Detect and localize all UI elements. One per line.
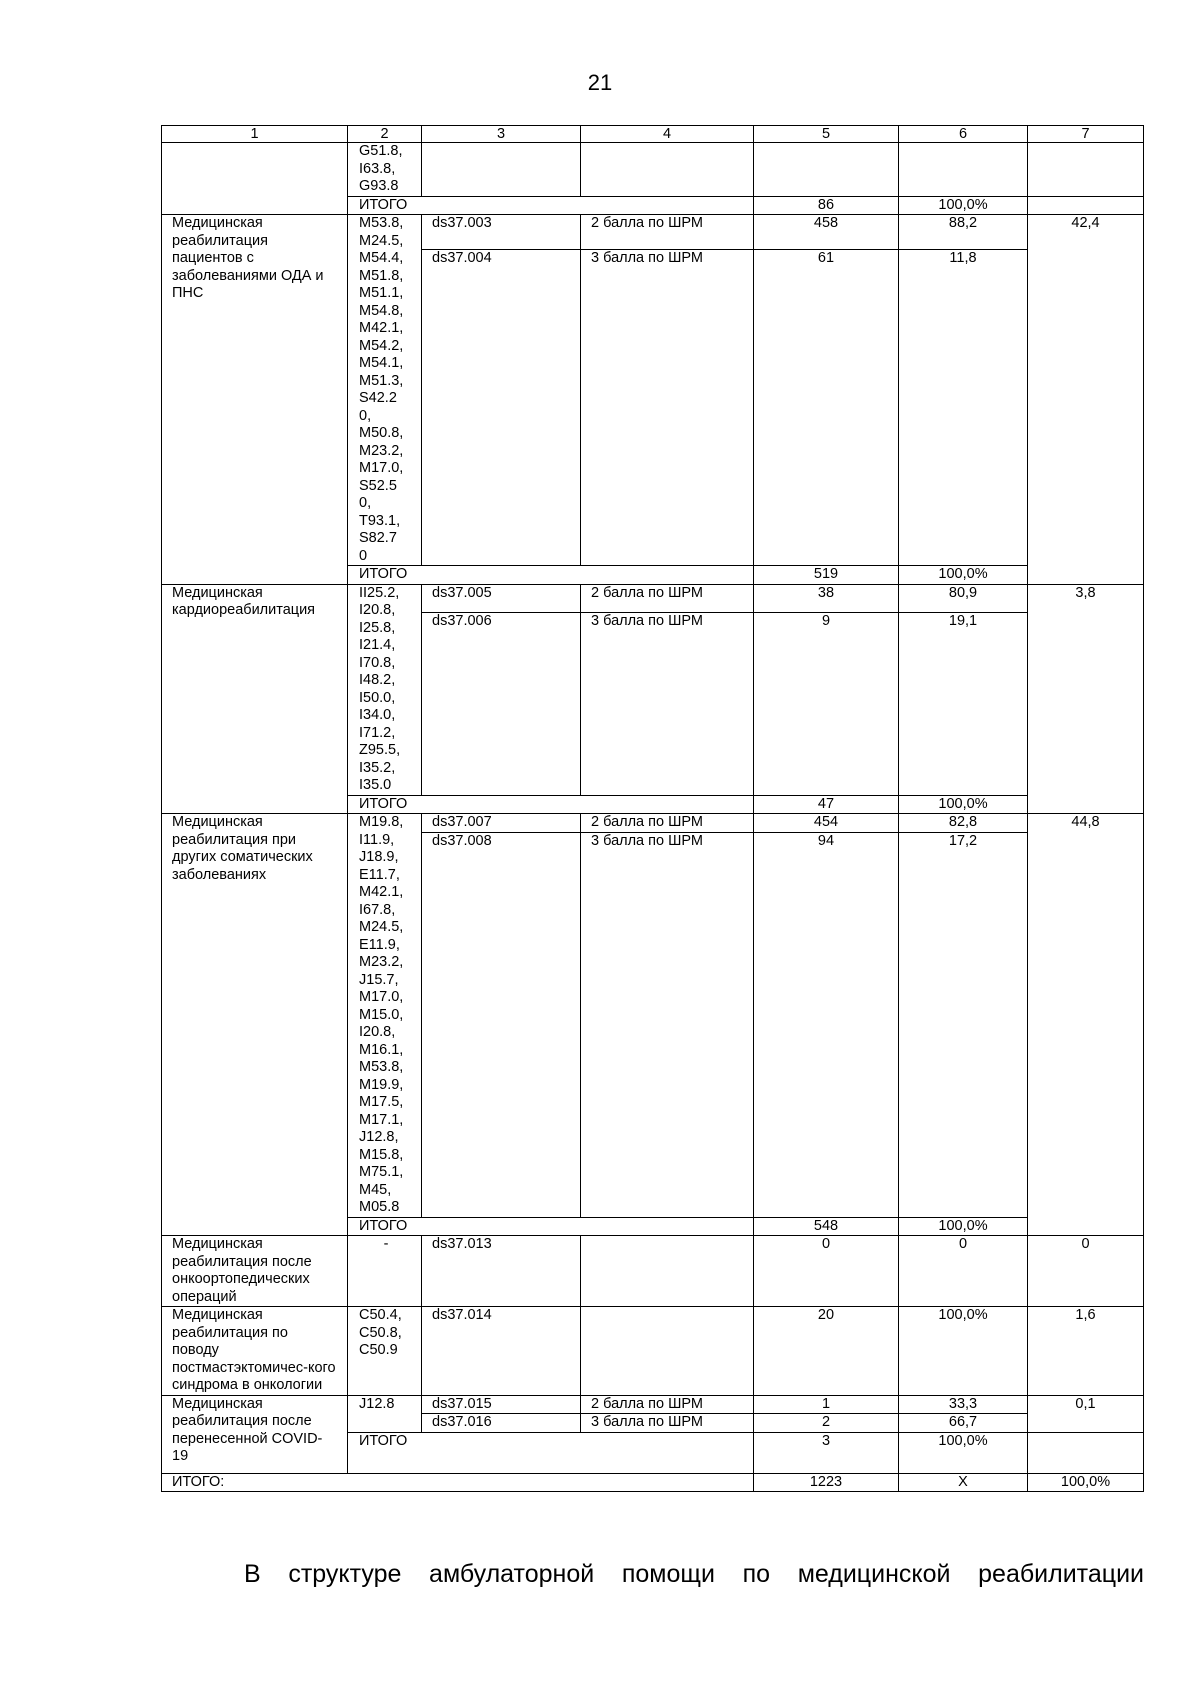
count-cell: 20 — [754, 1307, 899, 1396]
empty-cell — [899, 143, 1028, 197]
empty-cell — [581, 143, 754, 197]
rehab-table — [161, 125, 1144, 1492]
diagnosis-code: M51.1, — [359, 285, 404, 301]
table-row — [162, 215, 1144, 250]
pct-cell: 100,0% — [899, 1307, 1028, 1396]
table-row — [162, 143, 1144, 197]
diagnosis-code: M51.3, — [359, 372, 404, 389]
diagnosis-code: J18.9, — [359, 849, 399, 865]
diagnosis-code: I35.2, — [359, 759, 396, 776]
count-cell: 94 — [754, 832, 899, 1217]
total-label: ИТОГО — [348, 196, 754, 215]
diagnosis-code: C50.9 — [359, 1342, 398, 1358]
ds-code: ds37.007 — [422, 814, 581, 833]
diagnosis-code: M16.1, — [359, 1041, 404, 1058]
diagnosis-code: M42.1, — [359, 884, 404, 900]
pct-cell: 82,8 — [899, 814, 1028, 833]
diagnosis-code: J12.8, — [359, 1129, 399, 1145]
diagnosis-code: - — [383, 1236, 389, 1252]
section-name: Медицинская реабилитация после онкоортопедических операций — [162, 1236, 348, 1307]
diagnosis-code: M51.8, — [359, 267, 404, 284]
score-cell: 3 балла по ШРМ — [581, 1414, 754, 1433]
diagnosis-code: M54.2, — [359, 337, 404, 354]
ds-code: ds37.005 — [422, 584, 581, 612]
table-row — [162, 814, 1144, 833]
diagnosis-code: S82.7 — [359, 530, 397, 546]
pct-cell: 0 — [899, 1236, 1028, 1307]
section-name-cell — [162, 143, 348, 215]
total-label: ИТОГО — [348, 1432, 754, 1473]
section-name: Медицинская реабилитация по поводу постмастэктомичес-кого синдрома в онкологии — [162, 1307, 348, 1396]
section-name: Медицинская кардиореабилитация — [162, 584, 348, 814]
empty-cell — [581, 1236, 754, 1307]
diagnosis-codes — [348, 814, 422, 1218]
diagnosis-code: S42.2 — [359, 390, 397, 406]
diagnosis-code: II25.2, — [359, 584, 400, 601]
diagnosis-code: M17.0, — [359, 460, 404, 476]
header-cell: 6 — [899, 126, 1028, 143]
header-cell: 2 — [348, 126, 422, 143]
total-label: ИТОГО — [348, 1217, 754, 1236]
header-cell: 4 — [581, 126, 754, 143]
pct-cell: 33,3 — [899, 1395, 1028, 1414]
section-name: Медицинская реабилитация после перенесенной COVID-19 — [162, 1395, 348, 1473]
empty-cell — [422, 143, 581, 197]
pct-cell: 19,1 — [899, 612, 1028, 795]
ds-code: ds37.014 — [422, 1307, 581, 1396]
pct-cell: 66,7 — [899, 1414, 1028, 1433]
total-pct: 100,0% — [899, 1217, 1028, 1236]
header-cell: 5 — [754, 126, 899, 143]
diagnosis-code: C50.8, — [359, 1324, 402, 1341]
diagnosis-code: I21.4, — [359, 637, 396, 653]
ds-code: ds37.016 — [422, 1414, 581, 1433]
total-pct: 100,0% — [899, 566, 1028, 585]
total-count: 86 — [754, 196, 899, 215]
diagnosis-code: E11.7, — [359, 866, 400, 883]
total-label: ИТОГО — [348, 795, 754, 814]
diagnosis-code: I25.8, — [359, 619, 396, 636]
diagnosis-code: I20.8, — [359, 602, 396, 618]
grand-total-pct: 100,0% — [1028, 1473, 1144, 1492]
diagnosis-code: T93.1, — [359, 512, 401, 529]
header-row — [162, 126, 1144, 143]
ds-code: ds37.004 — [422, 250, 581, 566]
share-cell: 3,8 — [1028, 584, 1144, 814]
score-cell: 2 балла по ШРМ — [581, 1395, 754, 1414]
diagnosis-code: M50.8, — [359, 425, 404, 441]
diagnosis-codes — [348, 1236, 422, 1307]
total-count: 47 — [754, 795, 899, 814]
header-cell: 3 — [422, 126, 581, 143]
ds-code: ds37.008 — [422, 832, 581, 1217]
body-paragraph: В структуре амбулаторной помощи по медицинской реабилитации — [244, 1560, 1144, 1588]
header-cell: 1 — [162, 126, 348, 143]
pct-cell: 11,8 — [899, 250, 1028, 566]
diagnosis-code: M23.2, — [359, 442, 404, 459]
diagnosis-code: I11.9, — [359, 831, 395, 848]
diagnosis-code: 0, — [359, 407, 372, 424]
diagnosis-code: I67.8, — [359, 901, 396, 918]
total-count: 3 — [754, 1432, 899, 1473]
diagnosis-code: M53.8, — [359, 215, 404, 231]
diagnosis-code: M54.1, — [359, 355, 404, 371]
diagnosis-code: M19.9, — [359, 1076, 404, 1093]
total-pct: 100,0% — [899, 1432, 1028, 1473]
page-number: 21 — [587, 70, 613, 95]
diagnosis-code: M54.8, — [359, 302, 404, 319]
diagnosis-codes — [348, 584, 422, 795]
total-count: 519 — [754, 566, 899, 585]
share-cell: 1,6 — [1028, 1307, 1144, 1396]
count-cell: 61 — [754, 250, 899, 566]
total-count: 548 — [754, 1217, 899, 1236]
diagnosis-codes — [348, 215, 422, 566]
count-cell: 0 — [754, 1236, 899, 1307]
total-pct: 100,0% — [899, 795, 1028, 814]
table-row — [162, 1395, 1144, 1414]
pct-cell: 80,9 — [899, 584, 1028, 612]
diagnosis-code: I70.8, — [359, 654, 396, 671]
count-cell: 38 — [754, 584, 899, 612]
pct-cell: 88,2 — [899, 215, 1028, 250]
diagnosis-code: I50.0, — [359, 689, 396, 706]
score-cell: 2 балла по ШРМ — [581, 584, 754, 612]
ds-code: ds37.006 — [422, 612, 581, 795]
diagnosis-codes — [348, 1307, 422, 1396]
empty-cell — [754, 143, 899, 197]
grand-total-x: X — [899, 1473, 1028, 1492]
score-cell: 2 балла по ШРМ — [581, 814, 754, 833]
diagnosis-code: M19.8, — [359, 814, 404, 830]
diagnosis-code: G51.8, — [359, 143, 403, 159]
diagnosis-code: M24.5, — [359, 232, 404, 249]
grand-total-label: ИТОГО: — [162, 1473, 754, 1492]
empty-cell — [1028, 143, 1144, 197]
count-cell: 454 — [754, 814, 899, 833]
diagnosis-code: M24.5, — [359, 919, 404, 935]
diagnosis-code: M15.0, — [359, 1006, 404, 1023]
ds-code: ds37.015 — [422, 1395, 581, 1414]
grand-total-row — [162, 1473, 1144, 1492]
total-pct: 100,0% — [899, 196, 1028, 215]
diagnosis-code: M53.8, — [359, 1059, 404, 1075]
diagnosis-code: 0 — [359, 547, 368, 564]
diagnosis-code: I35.0 — [359, 777, 392, 793]
table-row — [162, 584, 1144, 612]
diagnosis-code: M54.4, — [359, 250, 404, 266]
count-cell: 9 — [754, 612, 899, 795]
empty-cell — [1028, 196, 1144, 215]
ds-code: ds37.003 — [422, 215, 581, 250]
diagnosis-code: G93.8 — [359, 178, 399, 194]
diagnosis-code: M15.8, — [359, 1146, 404, 1163]
diagnosis-code: 0, — [359, 495, 372, 511]
empty-cell — [581, 1307, 754, 1396]
diagnosis-code: M17.0, — [359, 989, 404, 1005]
diagnosis-code: M23.2, — [359, 954, 404, 970]
diagnosis-code: I63.8, — [359, 160, 396, 177]
section-name: Медицинская реабилитация при других соматических заболеваниях — [162, 814, 348, 1236]
count-cell: 2 — [754, 1414, 899, 1433]
share-cell: 44,8 — [1028, 814, 1144, 1236]
diagnosis-code: E11.9, — [359, 936, 400, 953]
score-cell: 2 балла по ШРМ — [581, 215, 754, 250]
diagnosis-code: C50.4, — [359, 1307, 402, 1323]
diagnosis-code: M42.1, — [359, 320, 404, 336]
share-cell: 0,1 — [1028, 1395, 1144, 1432]
diagnosis-code: J15.7, — [359, 971, 399, 988]
share-cell: 42,4 — [1028, 215, 1144, 585]
header-cell: 7 — [1028, 126, 1144, 143]
total-label: ИТОГО — [348, 566, 754, 585]
score-cell: 3 балла по ШРМ — [581, 612, 754, 795]
diagnosis-code: I20.8, — [359, 1024, 396, 1040]
diagnosis-code: I48.2, — [359, 672, 396, 688]
diagnosis-code: I71.2, — [359, 724, 396, 741]
ds-code: ds37.013 — [422, 1236, 581, 1307]
diagnosis-code: M05.8 — [359, 1199, 400, 1215]
diagnosis-code: M75.1, — [359, 1164, 404, 1180]
diagnosis-codes — [348, 143, 422, 197]
table-row — [162, 1236, 1144, 1307]
pct-cell: 17,2 — [899, 832, 1028, 1217]
score-cell: 3 балла по ШРМ — [581, 832, 754, 1217]
count-cell: 1 — [754, 1395, 899, 1414]
diagnosis-code: I34.0, — [359, 707, 396, 723]
diagnosis-code: S52.5 — [359, 477, 397, 494]
section-name: Медицинская реабилитация пациентов с заболеваниями ОДА и ПНС — [162, 215, 348, 585]
share-cell: 0 — [1028, 1236, 1144, 1307]
diagnosis-code: M17.1, — [359, 1111, 404, 1128]
diagnosis-code: J12.8 — [348, 1395, 422, 1432]
table-row — [162, 1307, 1144, 1396]
diagnosis-code: M45, — [359, 1181, 392, 1198]
diagnosis-code: M17.5, — [359, 1094, 404, 1110]
empty-cell — [1028, 1432, 1144, 1473]
count-cell: 458 — [754, 215, 899, 250]
score-cell: 3 балла по ШРМ — [581, 250, 754, 566]
diagnosis-code: Z95.5, — [359, 742, 401, 758]
grand-total-count: 1223 — [754, 1473, 899, 1492]
